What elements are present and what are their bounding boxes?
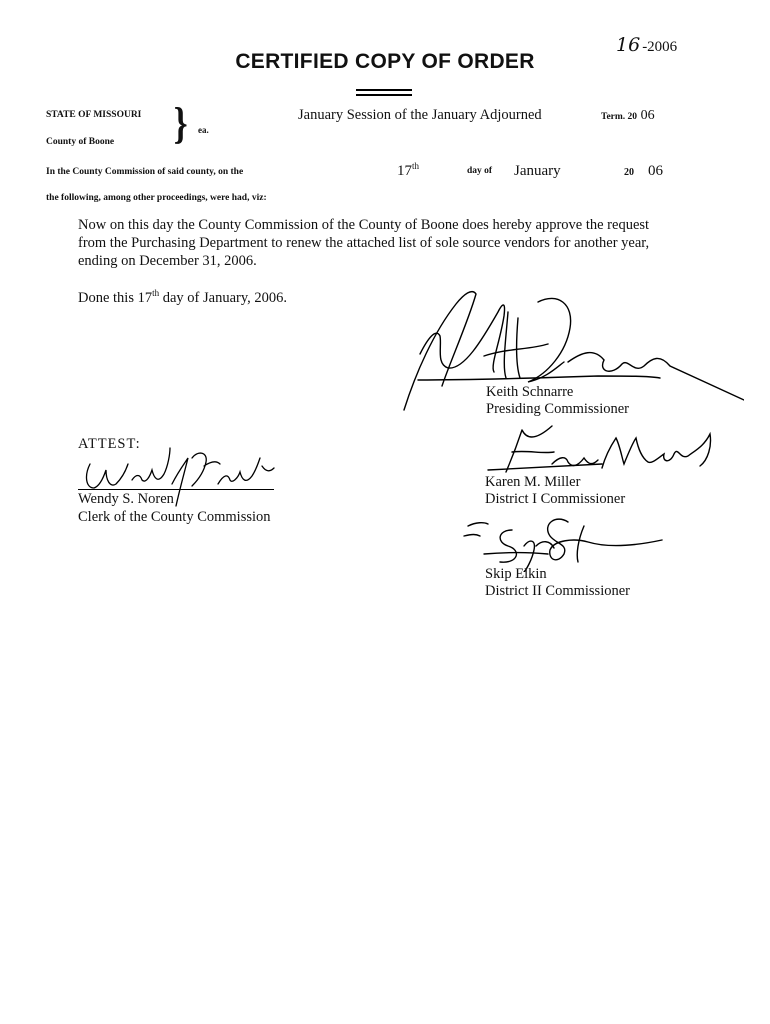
title-underline-top	[356, 89, 412, 91]
following-text: the following, among other proceedings, were had, viz:	[46, 193, 267, 203]
done-line	[78, 288, 287, 307]
wendy-name: Wendy S. Noren	[78, 491, 174, 507]
keith-title: Presiding Commissioner	[486, 401, 629, 417]
title-underline-bottom	[356, 94, 412, 96]
day-suffix: th	[412, 161, 420, 171]
term-label: Term. 20	[601, 112, 638, 122]
document-number-handwritten: 16	[616, 34, 641, 56]
karen-name: Karen M. Miller	[485, 474, 581, 490]
state-label: STATE OF MISSOURI	[46, 110, 142, 120]
ss-label: ea.	[198, 125, 209, 135]
page-title: CERTIFIED COPY OF ORDER	[235, 50, 535, 73]
wendy-signature-line	[78, 489, 274, 490]
order-paragraph: Now on this day the County Commission of the County of Boone does hereby approve the request from the Purchasing Department to renew the attached list of sole source vendors for another year, ending on December 31, 2006.	[78, 217, 650, 269]
karen-signature	[482, 424, 712, 476]
done-prefix: Done this 17	[78, 289, 153, 306]
attest-label: ATTEST:	[78, 436, 141, 452]
year-label: 20	[624, 167, 634, 178]
day-field	[397, 161, 419, 180]
month-value: January	[514, 163, 561, 179]
document-number-suffix: -2006	[642, 39, 678, 55]
skip-name: Skip Elkin	[485, 566, 547, 582]
karen-title: District I Commissioner	[485, 491, 626, 507]
skip-title: District II Commissioner	[485, 583, 630, 599]
county-label: County of Boone	[46, 137, 115, 147]
term-field	[601, 108, 655, 124]
done-rest: day of January, 2006.	[159, 289, 288, 306]
day-of-label: day of	[467, 166, 493, 176]
wendy-title: Clerk of the County Commission	[78, 509, 271, 525]
keith-name: Keith Schnarre	[486, 384, 574, 400]
term-year: 06	[640, 108, 655, 123]
session-text: January Session of the January Adjourned	[298, 107, 542, 123]
year-value: 06	[648, 163, 663, 179]
day-value: 17	[397, 163, 412, 179]
done-suffix: th	[152, 288, 160, 298]
year-field	[624, 163, 663, 180]
caption-brace: }	[173, 99, 188, 148]
skip-signature	[458, 510, 664, 572]
intro-text: In the County Commission of said county, on the	[46, 167, 244, 177]
